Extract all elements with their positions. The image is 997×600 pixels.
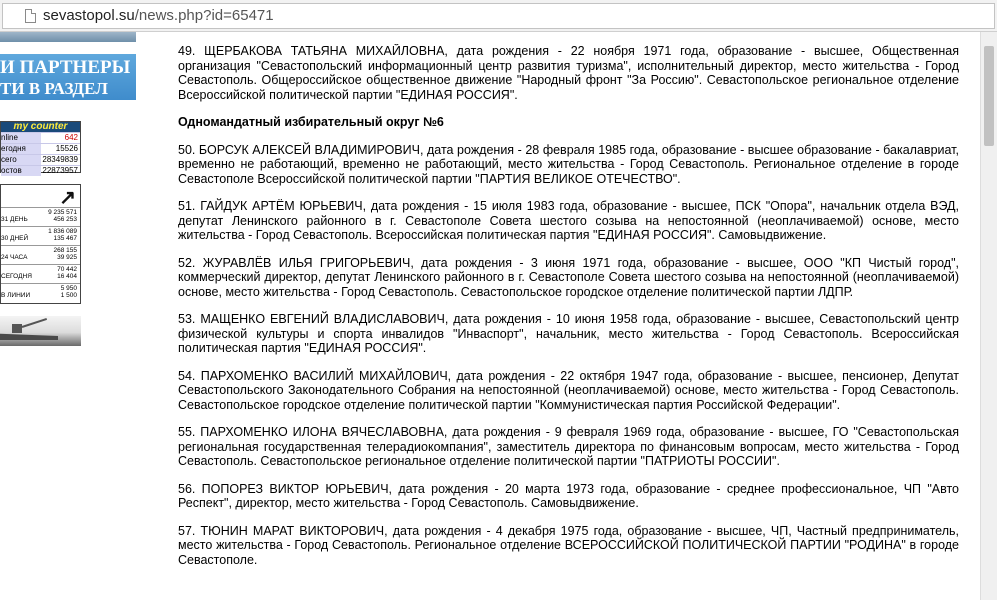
stats-row bbox=[1, 283, 80, 300]
counter-row bbox=[1, 165, 80, 176]
stats-row bbox=[1, 264, 80, 281]
browser-address-bar bbox=[0, 0, 997, 32]
stats-row-value: 70 442 bbox=[57, 266, 77, 273]
partners-banner-link[interactable] bbox=[0, 54, 136, 100]
page-icon bbox=[25, 9, 36, 23]
candidate-entry: 57. ТЮНИН МАРАТ ВИКТОРОВИЧ, дата рождения - 4 декабря 1975 года, образование - высшее, ЧП, Частный предприниматель, место жительства - Город Севастополь. Региональное отделение ВСЕРОССИЙСКОЙ ПОЛИТИЧЕСКОЙ ПАРТИИ "РОДИНА" в городе Севастополе. bbox=[178, 523, 959, 567]
candidate-entry: 50. БОРСУК АЛЕКСЕЙ ВЛАДИМИРОВИЧ, дата рождения - 28 февраля 1985 года, образование - высшее образование - бакалавриат, временно не работающий, временно не работающий, место жительства - Город Севастополь. Региональное отделение в городе Севастополе Всероссийской политической партии "ПАРТИЯ ВЕЛИКОЕ ОТЕЧЕСТВО". bbox=[178, 142, 959, 186]
district-heading: Одномандатный избирательный округ №6 bbox=[178, 115, 444, 129]
stats-row-value: 268 155 bbox=[53, 247, 77, 254]
counter-row-label: сего bbox=[1, 155, 41, 165]
candidate-entry: 51. ГАЙДУК АРТЁМ ЮРЬЕВИЧ, дата рождения - 15 июля 1983 года, образование - высшее, ПСК "Опора", начальник отдела ВЭД, депутат Ленинского районного в г. Севастополе Совета шестого созыва на непостоянной (неоплачиваемой) основе, место жительства - Город Севастополь. Всероссийская политическая партия "ЕДИНАЯ РОССИЯ". Самовыдвижение. bbox=[178, 199, 959, 242]
stats-row-label: 24 ЧАСА bbox=[1, 254, 28, 261]
arrow-up-right-icon: ↗ bbox=[59, 187, 76, 209]
stats-row-value: 135 467 bbox=[53, 235, 77, 242]
stats-row bbox=[1, 207, 80, 224]
stats-row-value: 5 950 bbox=[60, 285, 77, 292]
left-sidebar bbox=[0, 32, 140, 600]
warship-image-link[interactable] bbox=[0, 316, 81, 346]
counter-row-label: егодня bbox=[1, 144, 41, 154]
candidate-entry: 52. ЖУРАВЛЁВ ИЛЬЯ ГРИГОРЬЕВИЧ, дата рождения - 3 июня 1971 года, образование - высшее, ООО "КП Чистый город", коммерческий директор, депутат Ленинского районного в г. Севастополе Совета шестого созыва на непостоянной (неоплачиваемой) основе, место жительства - Город Севастополь. Севастопольское городское отделение политической партии ЛДПР. bbox=[178, 255, 959, 299]
site-stats-widget[interactable] bbox=[0, 184, 81, 304]
counter-title: my counter bbox=[1, 122, 80, 132]
scrollbar-thumb[interactable] bbox=[984, 46, 994, 146]
counter-row-label: остов bbox=[1, 166, 41, 176]
counter-row-value: 642 bbox=[64, 133, 78, 142]
stats-row-value: 39 925 bbox=[57, 254, 77, 261]
vertical-scrollbar[interactable] bbox=[980, 32, 997, 600]
counter-row-label: nline bbox=[1, 133, 41, 143]
sidebar-banner-image[interactable] bbox=[0, 32, 136, 42]
candidate-entry: 54. ПАРХОМЕНКО ВАСИЛИЙ МИХАЙЛОВИЧ, дата рождения - 22 октября 1947 года, образование - высшее, пенсионер, Депутат Севастопольского Законодательного Собрания на непостоянной (неоплачиваемой) основе, место жительства - Город Севастополь. Севастопольское городское отделение политической партии "Коммунистическая партия Российской Федерации". bbox=[178, 368, 959, 412]
candidate-entry: 49. ЩЕРБАКОВА ТАТЬЯНА МИХАЙЛОВНА, дата рождения - 22 ноября 1971 года, образование - высшее, Общественная организация "Севастопольский информационный центр развития туризма", исполнительный директор, место жительства - Город Севастополь. Общероссийское общественное движение "Народный фронт "За Россию". Севастопольское региональное отделение Всероссийской политической партии "ЕДИНАЯ РОССИЯ". bbox=[178, 44, 959, 102]
stats-row-value: 1 500 bbox=[60, 292, 77, 299]
url-domain: sevastopol.su bbox=[43, 7, 135, 24]
stats-row-label: В ЛИНИИ bbox=[1, 292, 31, 299]
partners-banner-line1: И ПАРТНЕРЫ bbox=[0, 57, 131, 78]
candidate-entry: 55. ПАРХОМЕНКО ИЛОНА ВЯЧЕСЛАВОВНА, дата рождения - 9 февраля 1969 года, образование - высшее, ГО "Севастопольская региональная государственная телерадиокомпания", заместитель директора по финансовым вопросам, место жительства - Город Севастополь. Севастопольское региональное отделение политической партии "ПАТРИОТЫ РОССИИ". bbox=[178, 425, 959, 468]
stats-row-label: СЕГОДНЯ bbox=[1, 273, 32, 280]
news-article-content bbox=[178, 44, 959, 600]
counter-row-value: 28349839 bbox=[42, 155, 78, 164]
url-text[interactable] bbox=[43, 7, 274, 24]
stats-row-label: 31 ДЕНЬ bbox=[1, 216, 28, 223]
stats-row bbox=[1, 245, 80, 262]
counter-row bbox=[1, 154, 80, 165]
counter-row bbox=[1, 132, 80, 143]
candidate-entry: 56. ПОПОРЕЗ ВИКТОР ЮРЬЕВИЧ, дата рождения - 20 марта 1973 года, образование - среднее профессиональное, ЧП "Авто Респект", директор, место жительства - Город Севастополь. Самовыдвижение. bbox=[178, 481, 959, 510]
url-path: /news.php?id=65471 bbox=[134, 7, 274, 24]
stats-row-value: 1 836 089 bbox=[48, 228, 77, 235]
visitor-counter-widget[interactable] bbox=[0, 121, 81, 173]
counter-row-value: 15526 bbox=[55, 144, 78, 153]
ship-gun-shape bbox=[22, 318, 47, 328]
counter-row bbox=[1, 143, 80, 154]
stats-row-value: 16 404 bbox=[57, 273, 77, 280]
stats-row-label: 30 ДНЕЙ bbox=[1, 235, 29, 242]
candidate-entry: 53. МАЩЕНКО ЕВГЕНИЙ ВЛАДИСЛАВОВИЧ, дата рождения - 10 июня 1958 года, образование - высшее, Севастопольский центр физической культуры и спорта инвалидов "Инваспорт", начальник, место жительства - Город Севастополь. Всероссийская политическая партия "ЕДИНАЯ РОССИЯ". bbox=[178, 312, 959, 355]
ship-hull-shape bbox=[0, 331, 58, 340]
partners-banner-line2: ТИ В РАЗДЕЛ bbox=[0, 79, 108, 98]
stats-row-value: 9 235 571 bbox=[48, 209, 77, 216]
stats-row bbox=[1, 226, 80, 243]
counter-row-value: 22873957 bbox=[42, 166, 78, 175]
url-field[interactable] bbox=[2, 3, 995, 29]
stats-row-value: 456 253 bbox=[53, 216, 77, 223]
